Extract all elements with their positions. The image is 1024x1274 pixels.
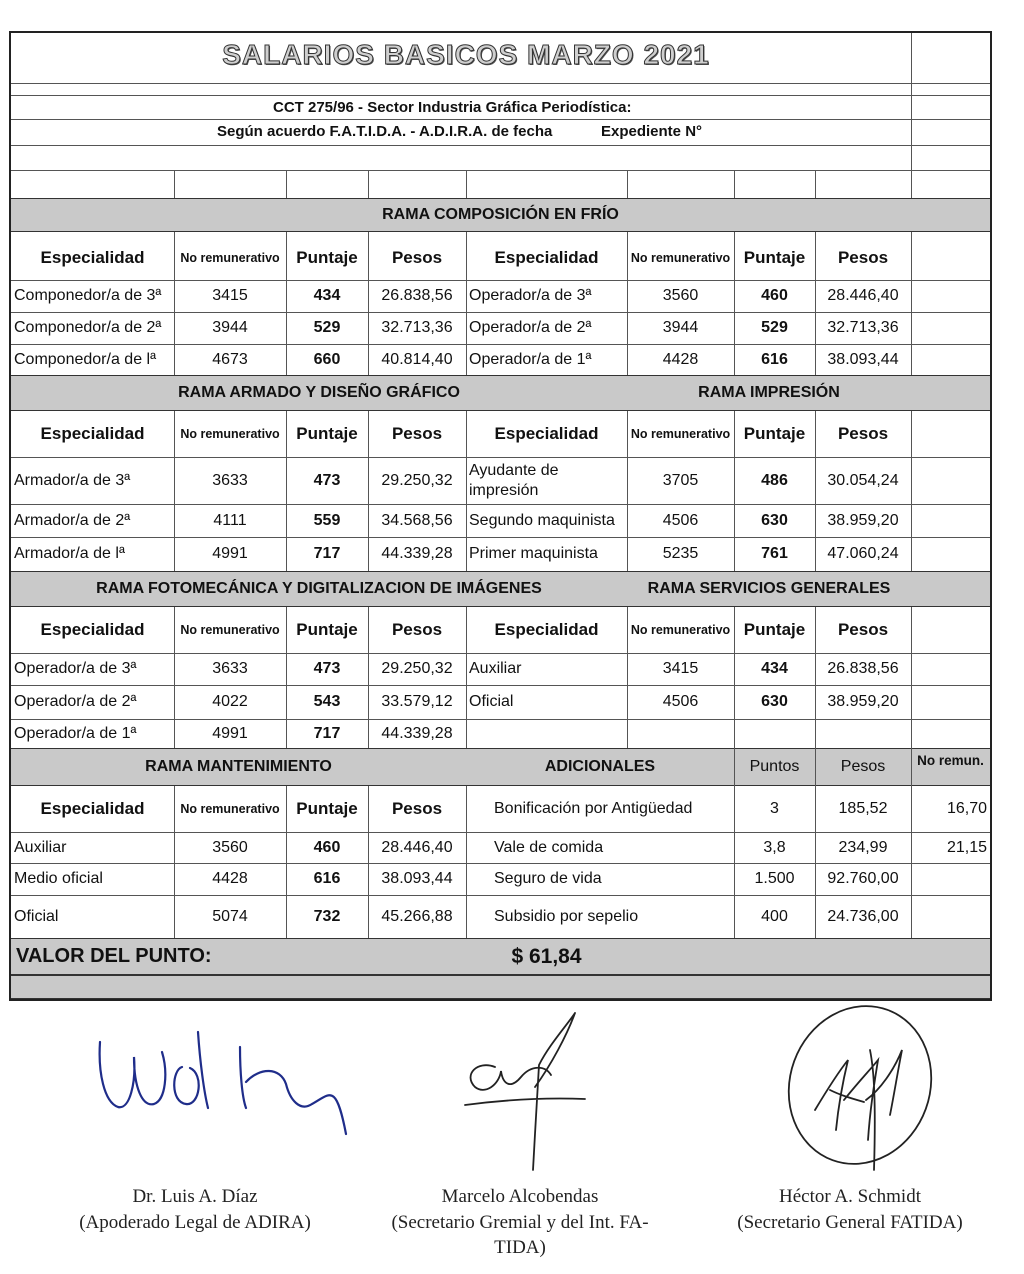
- row-puntaje: 616: [761, 350, 788, 368]
- col-header-pesos: Pesos: [391, 248, 443, 267]
- row-especialidad: Oficial: [14, 907, 59, 925]
- row-pesos: 38.959,20: [827, 693, 899, 710]
- col-header-pesos: Pesos: [837, 424, 889, 443]
- signer-name: Dr. Luis A. Díaz: [132, 1186, 258, 1207]
- row-especialidad: Auxiliar: [14, 838, 67, 856]
- col-header-no-remunerativo: No remunerativo: [180, 427, 280, 441]
- row-pesos: 33.579,12: [381, 693, 453, 710]
- col-header-no-remun: No remun.: [917, 752, 984, 768]
- col-header-no-remunerativo: No remunerativo: [630, 427, 731, 441]
- row-no-remunerativo: 4991: [212, 724, 248, 742]
- col-header-especialidad: Especialidad: [494, 248, 599, 267]
- col-header-especialidad: Especialidad: [40, 620, 145, 639]
- column-divider: [911, 411, 912, 571]
- signature-block-schmidt: [690, 1184, 1010, 1235]
- row-no-remunerativo: 3560: [662, 287, 699, 304]
- row-no-remunerativo: 3415: [662, 660, 699, 677]
- col-header-pesos: Pesos: [837, 248, 889, 267]
- valor-punto-value: $ 61,84: [511, 944, 582, 968]
- row-puntaje: 460: [761, 287, 788, 304]
- adicional-puntos: 3,8: [763, 838, 786, 856]
- adicional-no-remun: 16,70: [946, 800, 987, 817]
- row-pesos: 44.339,28: [381, 724, 453, 742]
- row-pesos: 28.446,40: [827, 287, 899, 304]
- row-pesos: 32.713,36: [827, 319, 899, 336]
- row-pesos: 29.250,32: [381, 660, 453, 677]
- row-no-remunerativo: 5074: [212, 907, 248, 925]
- row-no-remunerativo: 3705: [662, 471, 699, 489]
- signer-role: (Apoderado Legal de ADIRA): [79, 1211, 311, 1233]
- col-header-puntaje: Puntaje: [296, 620, 358, 639]
- col-header-pesos: Pesos: [837, 620, 889, 639]
- column-divider: [911, 232, 912, 375]
- row-pesos: 38.959,20: [827, 511, 899, 529]
- col-header-puntaje: Puntaje: [743, 248, 806, 267]
- row-especialidad: Operador/a de 2ª: [469, 319, 592, 336]
- row-puntaje: 717: [313, 724, 341, 742]
- row-no-remunerativo: 4022: [212, 693, 248, 710]
- signature-block-alcobendas: [350, 1184, 690, 1261]
- adicional-pesos: 24.736,00: [827, 907, 899, 925]
- col-header-puntaje: Puntaje: [296, 248, 358, 267]
- row-especialidad: Armador/a de 2ª: [14, 511, 131, 529]
- signature-diaz: [90, 1012, 360, 1142]
- signature-schmidt: [770, 990, 950, 1180]
- col-header-pesos: Pesos: [391, 620, 443, 639]
- row-puntaje: 529: [313, 319, 341, 336]
- row-no-remunerativo: 4506: [662, 511, 699, 529]
- row-pesos: 47.060,24: [827, 545, 899, 562]
- row-no-remunerativo: 4506: [662, 693, 699, 710]
- row-especialidad: Armador/a de lª: [14, 545, 125, 562]
- row-pesos: 30.054,24: [827, 471, 899, 489]
- adicional-pesos: 185,52: [838, 800, 888, 817]
- signature-alcobendas: [455, 1005, 625, 1175]
- signer-role-cont: TIDA): [494, 1237, 546, 1259]
- col-header-no-remunerativo: No remunerativo: [630, 623, 731, 637]
- row-pesos: 40.814,40: [381, 350, 453, 368]
- col-header-puntos: Puntos: [749, 758, 800, 775]
- fotomecanica-title: RAMA FOTOMECÁNICA Y DIGITALIZACION DE IMÁGENES: [96, 580, 542, 597]
- row-no-remunerativo: 4111: [213, 511, 247, 529]
- row-pesos: 32.713,36: [381, 319, 453, 336]
- row-no-remunerativo: 4991: [212, 545, 248, 562]
- row-pesos: 29.250,32: [381, 471, 453, 489]
- row-especialidad: Operador/a de 3ª: [469, 287, 592, 304]
- col-header-pesos: Pesos: [391, 424, 443, 443]
- row-no-remunerativo: 4673: [212, 350, 248, 368]
- salary-sheet: [9, 31, 992, 1001]
- row-puntaje: 717: [313, 545, 341, 562]
- signer-name: Héctor A. Schmidt: [779, 1186, 921, 1207]
- adicional-concepto: Bonificación por Antigüedad: [494, 800, 693, 817]
- row-pesos: 38.093,44: [381, 870, 453, 887]
- row-puntaje: 460: [313, 838, 341, 856]
- row-pesos: 28.446,40: [381, 838, 453, 856]
- col-header-especialidad: Especialidad: [494, 424, 599, 443]
- signature-block-diaz: [30, 1184, 360, 1235]
- row-puntaje: 486: [761, 471, 788, 489]
- row-especialidad: Medio oficial: [14, 870, 103, 887]
- row-pesos: 45.266,88: [381, 907, 453, 925]
- row-no-remunerativo: 4428: [212, 870, 248, 887]
- adicional-concepto: Seguro de vida: [494, 870, 602, 887]
- row-especialidad: Segundo maquinista: [469, 511, 615, 529]
- servicios-title: RAMA SERVICIOS GENERALES: [647, 580, 891, 597]
- armado-title: RAMA ARMADO Y DISEÑO GRÁFICO: [178, 384, 460, 401]
- col-header-especialidad: Especialidad: [40, 799, 145, 818]
- column-divider: [734, 748, 735, 786]
- signer-role: (Secretario General FATIDA): [737, 1211, 963, 1233]
- row-pesos: 38.093,44: [827, 350, 899, 368]
- column-divider: [815, 748, 816, 786]
- col-header-puntaje: Puntaje: [296, 799, 358, 818]
- band-fotomecanica-servicios: [11, 571, 990, 607]
- band-composicion: [11, 198, 990, 232]
- row-puntaje: 660: [313, 350, 341, 368]
- adicional-concepto: Subsidio por sepelio: [494, 907, 639, 925]
- adicional-puntos: 1.500: [754, 870, 795, 887]
- row-puntaje: 761: [761, 545, 788, 562]
- mantenimiento-title: RAMA MANTENIMIENTO: [145, 758, 332, 775]
- row-especialidad: Componedor/a de lª: [14, 350, 157, 368]
- adicional-no-remun: [911, 863, 990, 895]
- row-especialidad: Componedor/a de 2ª: [14, 319, 162, 336]
- col-header-no-remunerativo: No remunerativo: [180, 251, 280, 265]
- row-pesos: 26.838,56: [381, 287, 453, 304]
- row-especialidad: Auxiliar: [469, 660, 522, 677]
- row-puntaje: 616: [313, 870, 341, 887]
- valor-punto-label: VALOR DEL PUNTO:: [16, 945, 212, 967]
- row-puntaje: 630: [761, 693, 788, 710]
- col-header-puntaje: Puntaje: [743, 424, 806, 443]
- adicional-puntos: 3: [770, 800, 779, 817]
- row-especialidad: Operador/a de 2ª: [14, 693, 137, 710]
- row-no-remunerativo: 5235: [662, 545, 699, 562]
- impresion-title: RAMA IMPRESIÓN: [698, 384, 840, 401]
- col-header-especialidad: Especialidad: [40, 424, 145, 443]
- composicion-title: RAMA COMPOSICIÓN EN FRÍO: [382, 206, 619, 223]
- row-no-remunerativo: 3944: [212, 319, 248, 336]
- subtitle-acuerdo: Según acuerdo F.A.T.I.D.A. - A.D.I.R.A. de fecha: [217, 123, 553, 140]
- row-especialidad: Primer maquinista: [469, 545, 598, 562]
- row-pesos: 34.568,56: [381, 511, 453, 529]
- row-especialidad: Operador/a de 1ª: [469, 350, 592, 368]
- col-header-puntaje: Puntaje: [743, 620, 806, 639]
- column-divider: [911, 607, 912, 748]
- row-especialidad: Operador/a de 1ª: [14, 724, 137, 742]
- row-no-remunerativo: 3633: [212, 660, 248, 677]
- adicional-pesos: 92.760,00: [827, 870, 899, 887]
- band-armado-impresion: [11, 375, 990, 411]
- col-header-no-remunerativo: No remunerativo: [630, 251, 731, 265]
- column-divider: [911, 748, 912, 786]
- row-no-remunerativo: 3944: [662, 319, 699, 336]
- adicionales-title: ADICIONALES: [544, 758, 656, 775]
- row-no-remunerativo: 3415: [212, 287, 248, 304]
- col-header-especialidad: Especialidad: [40, 248, 145, 267]
- row-no-remunerativo: 4428: [662, 350, 699, 368]
- row-puntaje: 434: [761, 660, 788, 677]
- row-puntaje: 732: [313, 907, 341, 925]
- signer-name: Marcelo Alcobendas: [441, 1186, 599, 1207]
- col-header-especialidad: Especialidad: [494, 620, 599, 639]
- band-mantenimiento-adicionales: [11, 748, 990, 786]
- adicional-puntos: 400: [761, 907, 788, 925]
- adicional-concepto: Vale de comida: [494, 838, 604, 856]
- col-header-no-remunerativo: No remunerativo: [180, 623, 280, 637]
- row-no-remunerativo: 3560: [212, 838, 248, 856]
- document-title: SALARIOS BASICOS MARZO 2021: [222, 39, 710, 70]
- row-especialidad: Oficial: [469, 693, 514, 710]
- row-especialidad: Componedor/a de 3ª: [14, 287, 162, 304]
- adicional-no-remun: 21,15: [946, 838, 987, 856]
- col-header-pesos: Pesos: [391, 799, 443, 818]
- subtitle-expediente: Expediente N°: [601, 123, 703, 140]
- row-pesos: 44.339,28: [381, 545, 453, 562]
- row-puntaje: 543: [313, 693, 341, 710]
- row-no-remunerativo: 3633: [212, 471, 248, 489]
- adicional-no-remun: [911, 895, 990, 938]
- signer-role: (Secretario Gremial y del Int. FA-: [391, 1211, 649, 1233]
- row-especialidad: Operador/a de 3ª: [14, 660, 137, 677]
- row-puntaje: 529: [761, 319, 788, 336]
- band-valor-punto: [11, 938, 990, 975]
- col-header-pesos: Pesos: [840, 758, 886, 775]
- subtitle-cct: CCT 275/96 - Sector Industria Gráfica Periodística:: [273, 99, 632, 116]
- row-puntaje: 473: [313, 660, 341, 677]
- row-pesos: 26.838,56: [827, 660, 899, 677]
- row-puntaje: 434: [313, 287, 341, 304]
- row-especialidad: Ayudante de impresión: [469, 461, 559, 499]
- row-puntaje: 630: [761, 511, 788, 529]
- row-especialidad: Armador/a de 3ª: [14, 471, 131, 489]
- column-divider: [466, 786, 467, 938]
- adicional-pesos: 234,99: [838, 838, 888, 856]
- row-puntaje: 559: [313, 511, 341, 529]
- col-header-puntaje: Puntaje: [296, 424, 358, 443]
- row-puntaje: 473: [313, 471, 341, 489]
- col-header-no-remunerativo: No remunerativo: [180, 802, 280, 816]
